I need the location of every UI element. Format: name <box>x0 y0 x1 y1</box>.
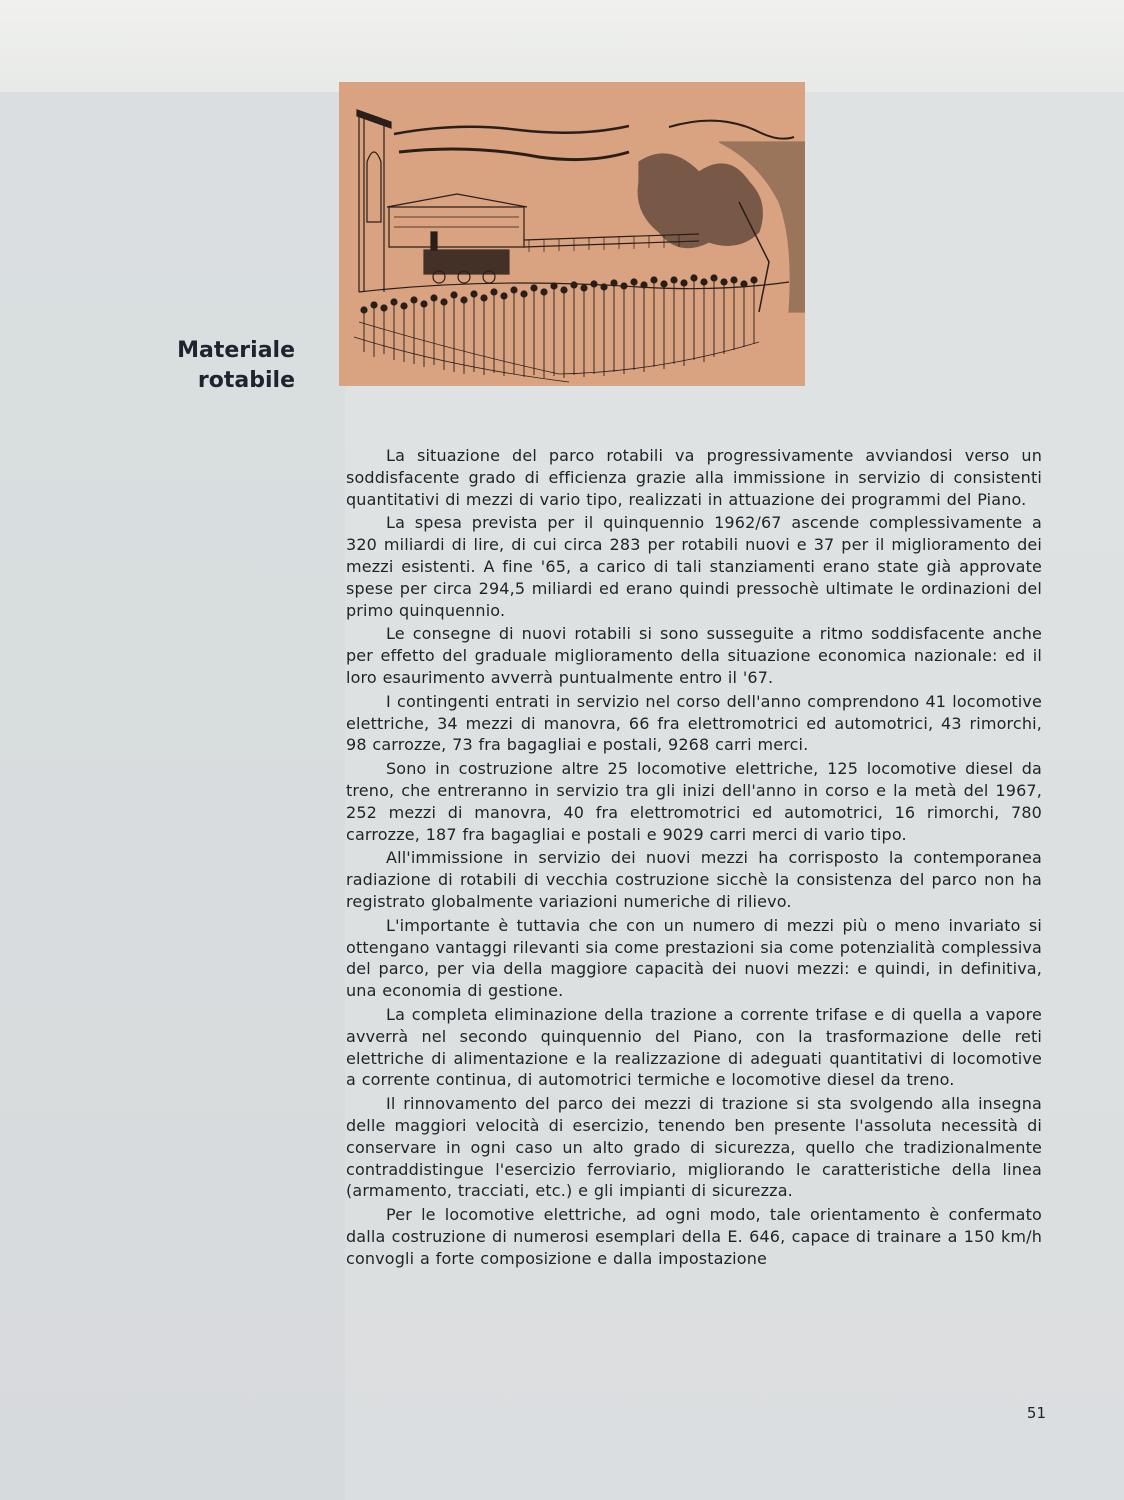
bleed-through-area <box>0 92 345 1500</box>
section-heading <box>120 336 295 396</box>
paragraph: La completa eliminazione della trazione a corrente trifase e di quella a vapore avverrà nel secondo quinquennio del Piano, con la trasformazione delle reti elettriche di alimentazione e la realizzazione di adeguati quantitativi di locomotive a corrente continua, di automotrici termiche e locomotive diesel da treno. <box>346 1004 1042 1090</box>
heading-line-1: Materiale <box>177 338 295 363</box>
paragraph: All'immissione in servizio dei nuovi mezzi ha corrisposto la contemporanea radiazione di rotabili di vecchia costruzione sicchè la consistenza del parco non ha registrato globalmente variazioni numeriche di rilievo. <box>346 848 1042 911</box>
engraving-drawing <box>339 82 805 386</box>
paragraph: Le consegne di nuovi rotabili si sono susseguite a ritmo soddisfacente anche per effetto del graduale miglioramento della situazione economica nazionale: ed il loro esaurimento avverrà puntualmente entro il '67. <box>346 624 1042 687</box>
paragraph: La spesa prevista per il quinquennio 1962/67 ascende complessivamente a 320 miliardi di lire, di cui circa 283 per rotabili nuovi e 37 per il miglioramento dei mezzi esistenti. A fine '65, a carico di tali stanziamenti erano state già approvate spese per circa 294,5 miliardi ed erano quindi pressochè ultimate le ordinazioni del primo quinquennio. <box>346 513 1042 620</box>
paragraph: La situazione del parco rotabili va progressivamente avviandosi verso un soddisfacente grado di efficienza grazie alla immissione in servizio di consistenti quantitativi di mezzi di vario tipo, realizzati in attuazione dei programmi del Piano. <box>346 446 1042 509</box>
heading-line-2: rotabile <box>197 368 295 393</box>
paragraph: L'importante è tuttavia che con un numero di mezzi più o meno invariato si ottengano vantaggi rilevanti sia come prestazioni sia come potenzialità complessiva del parco, per via della maggiore capacità dei nuovi mezzi: e quindi, in definitiva, una economia di gestione. <box>346 915 1042 1001</box>
article-body <box>346 445 1042 1271</box>
paragraph: Per le locomotive elettriche, ad ogni modo, tale orientamento è confermato dalla costruzione di numerosi esemplari della E. 646, capace di trainare a 150 km/h convogli a forte composizione e dalla impostazione <box>346 1205 1042 1268</box>
paragraph: Sono in costruzione altre 25 locomotive elettriche, 125 locomotive diesel da treno, che entreranno in servizio tra gli inizi dell'anno in corso e la metà del 1967, 252 mezzi di manovra, 40 fra elettromotrici ed automotrici, 16 rimorchi, 780 carrozze, 187 fra bagagliai e postali e 9029 carri merci di vario tipo. <box>346 759 1042 844</box>
page-number: 51 <box>1026 1404 1046 1422</box>
paragraph: Il rinnovamento del parco dei mezzi di trazione si sta svolgendo alla insegna delle maggiori velocità di esercizio, tenendo ben presente l'assoluta necessità di conservare in ogni caso un alto grado di sicurezza, quello che tradizionalmente contraddistingue l'esercizio ferroviario, migliorando le caratteristiche della linea (armamento, tracciati, etc.) e gli impianti di sicurezza. <box>346 1094 1042 1201</box>
historic-engraving-illustration <box>339 82 805 386</box>
paragraph: I contingenti entrati in servizio nel corso dell'anno comprendono 41 locomotive elettriche, 34 mezzi di manovra, 66 fra elettromotrici ed automotrici, 43 rimorchi, 98 carrozze, 73 fra bagagliai e postali, 9268 carri merci. <box>346 691 1042 755</box>
